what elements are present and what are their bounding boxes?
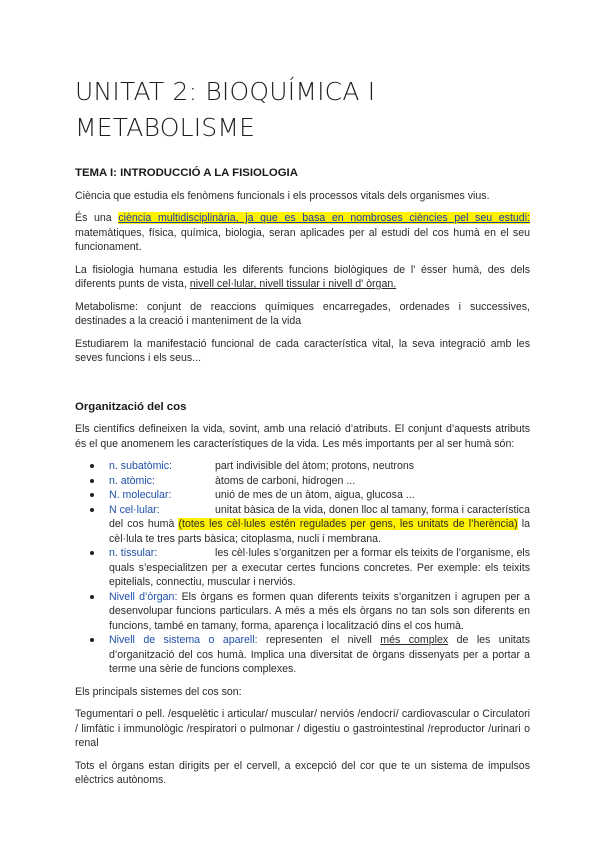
item-label: n. subatòmic:	[109, 460, 173, 472]
unit-title	[75, 74, 535, 146]
item-text: unió de mes de un àtom, aigua, glucosa ...	[215, 489, 415, 501]
underlined-text: nivell cel·lular, nivell tissular i nivell d' òrgan.	[189, 278, 397, 290]
text-span: matemàtiques, física, química, biologia, seran aplicades per al estudi del cos humà en el seu funcionament.	[75, 226, 530, 253]
underlined-text: més complex	[380, 634, 449, 646]
paragraph-human-physiology	[75, 263, 530, 292]
paragraph-multidisciplinary	[75, 211, 530, 255]
item-text: de les unitats d’organització del cos humà. Implica una diversitat de òrgans dissenyats per a portar a terme una sèrie de funcions complexes.	[109, 634, 531, 675]
title-line-2: METABOLISME	[75, 113, 256, 142]
highlighted-text: (totes les cèl·lules estén regulades per gens, les unitats de l’herència)	[178, 518, 518, 530]
list-item	[109, 590, 530, 634]
list-item	[109, 488, 530, 503]
item-text: la cèl·lula te tres parts bàsica; citoplasma, nucli i membrana.	[109, 518, 530, 545]
item-label: N. molecular:	[109, 489, 172, 501]
item-label: Nivell d’òrgan:	[109, 590, 178, 603]
list-item	[109, 546, 530, 590]
paragraph-brain: Tots el òrgans estan dirigits per el cervell, a excepció del cor que te un sistema de impulsos elèctrics autònoms.	[75, 759, 530, 786]
text-span: La fisiologia humana estudia les diferents funcions biològiques de l' ésser humà, des dels diferents punts de vista,	[75, 263, 530, 290]
item-text: les cèl·lules s’organitzen per a formar els teixits de l’organisme, els quals s’especialitzen per a executar certes funcions concretes. Per exemple: els teixits epitelials, connectiu, muscular i nerviós.	[109, 547, 530, 588]
paragraph-metabolism: Metabolisme: conjunt de reaccions químiques encarregades, ordenades i successives, destinades a la creació i manteniment de la vida	[75, 300, 530, 327]
paragraph-definition: Ciència que estudia els fenòmens funcionals i els processos vitals dels organismes vius.	[75, 189, 490, 202]
paragraph-systems-list: Tegumentari o pell. /esquelètic i articular/ muscular/ nerviós /endocrí/ cardiovascular o Circulatori / limfàtic i immunològic /respiratori o pulmonar / digestiu o gastrointestinal /reproductor /urinari o renal	[75, 708, 530, 749]
item-text: Els òrgans es formen quan diferents teixits s’organitzen i agrupen per a desenvolupar funcions particulars. A més a més els òrgans no tan sols son diferents en funcions, també en tamany, forma, aparença i localització dins el cos humà.	[109, 590, 530, 632]
list-item	[109, 474, 530, 489]
list-item	[109, 503, 530, 547]
item-label: n. tissular:	[109, 547, 158, 559]
paragraph-intro: Els científics defineixen la vida, sovint, amb una relació d’atributs. El conjunt d’aquests atributs és el que anomenem les característiques de la vida. Les més importants per al ser humà són:	[75, 423, 530, 450]
levels-list	[75, 459, 530, 677]
highlighted-text: ciència multidisciplinària, ja que es basa en nombroses ciències pel seu estudi:	[118, 212, 530, 224]
section-heading-organitzacio: Organització del cos	[75, 400, 187, 413]
item-label: n. atòmic:	[109, 474, 155, 487]
item-label: Nivell de sistema o aparell:	[109, 634, 258, 646]
item-text: unitat bàsica de la vida, donen lloc al tamany, forma i característica del cos humà	[109, 503, 530, 530]
item-label: N cel·lular:	[109, 503, 160, 516]
section-heading-tema: TEMA I: INTRODUCCIÓ A LA FISIOLOGIA	[75, 167, 298, 179]
title-line-1: UNITAT 2: BIOQUÍMICA I	[75, 77, 376, 106]
document-body	[75, 166, 530, 796]
paragraph-study: Estudiarem la manifestació funcional de cada característica vital, la seva integració amb les seves funcions i els seus...	[75, 337, 530, 364]
text-span: És una	[75, 212, 119, 224]
item-text: representen el nivell	[257, 634, 381, 646]
item-text: part indivisible del àtom; protons, neutrons	[215, 460, 415, 472]
paragraph-systems-intro: Els principals sistemes del cos son:	[75, 685, 242, 698]
item-text: àtoms de carboni, hidrogen ...	[215, 474, 356, 487]
list-item	[109, 459, 530, 474]
list-item	[109, 633, 530, 677]
